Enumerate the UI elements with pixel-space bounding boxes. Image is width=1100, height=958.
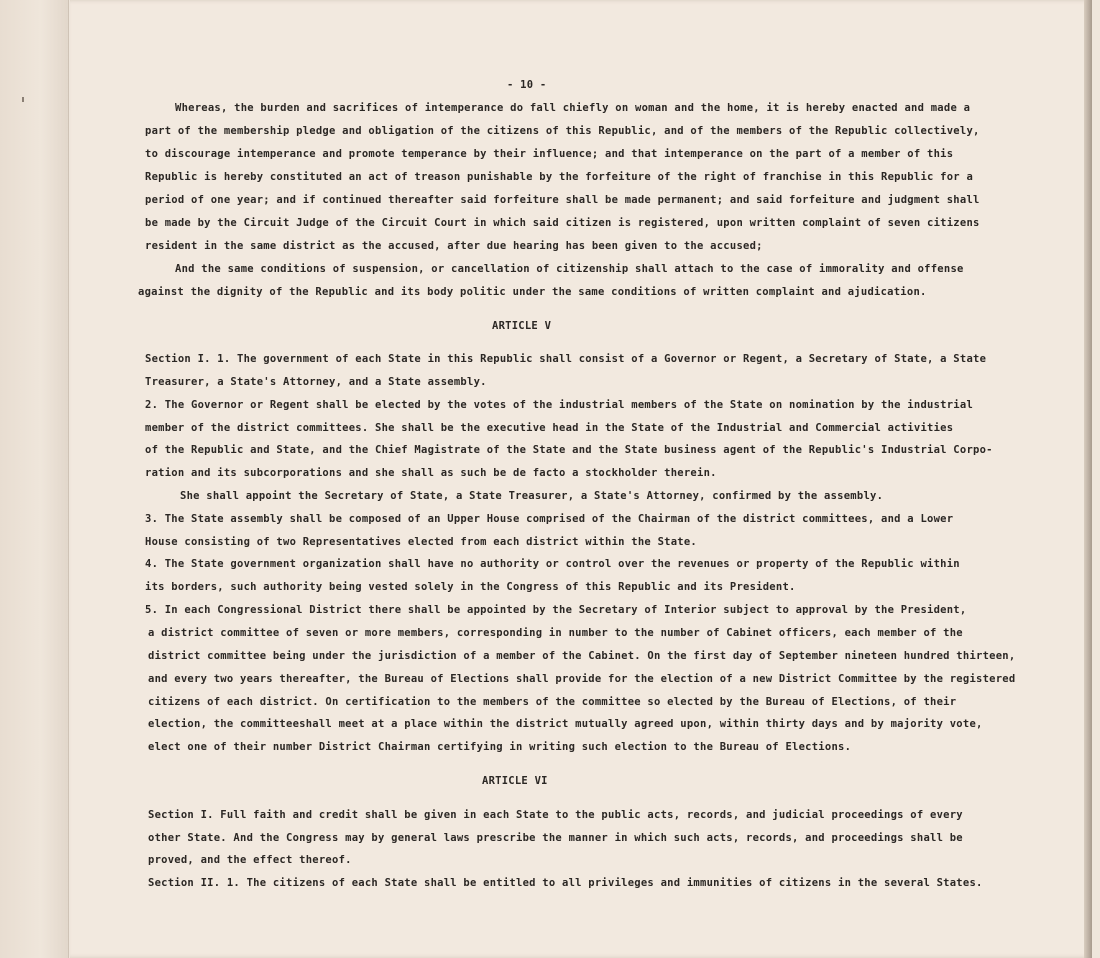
text-line: 2. The Governor or Regent shall be elected by the votes of the industrial members of the State on nomination by the industrial <box>145 399 974 411</box>
text-line: citizens of each district. On certification to the members of the committee so elected by the Bureau of Elections, of their <box>148 696 957 708</box>
text-line: Republic is hereby constituted an act of treason punishable by the forfeiture of the right of franchise in this Republic for a <box>145 171 974 183</box>
article-vi-heading: ARTICLE VI <box>482 775 548 787</box>
text-line: be made by the Circuit Judge of the Circuit Court in which said citizen is registered, upon written complaint of seven citizens <box>145 217 980 229</box>
text-line: 3. The State assembly shall be composed of an Upper House comprised of the Chairman of the district committees, and a Lower <box>145 513 954 525</box>
text-line: election, the committeeshall meet at a place within the district mutually agreed upon, within thirty days and by majority vote, <box>148 718 983 730</box>
text-line: proved, and the effect thereof. <box>148 854 352 866</box>
text-line: to discourage intemperance and promote temperance by their influence; and that intemperance on the part of a member of this <box>145 148 954 160</box>
binding-mark <box>22 97 24 102</box>
text-line: and every two years thereafter, the Bureau of Elections shall provide for the election of a new District Committee by the registered <box>148 673 1016 685</box>
article-v-heading: ARTICLE V <box>492 320 552 332</box>
text-line: elect one of their number District Chairman certifying in writing such election to the Bureau of Elections. <box>148 741 852 753</box>
text-line: 4. The State government organization shall have no authority or control over the revenues or property of the Republic within <box>145 558 960 570</box>
page-number: - 10 - <box>507 79 547 91</box>
page-edge <box>1084 0 1092 958</box>
text-line: Section I. 1. The government of each State in this Republic shall consist of a Governor or Regent, a Secretary of State, a State <box>145 353 987 365</box>
text-line: House consisting of two Representatives elected from each district within the State. <box>145 536 698 548</box>
text-line: 5. In each Congressional District there shall be appointed by the Secretary of Interior subject to approval by the President, <box>145 604 967 616</box>
text-line: And the same conditions of suspension, or cancellation of citizenship shall attach to the case of immorality and offense <box>175 263 964 275</box>
text-line: against the dignity of the Republic and its body politic under the same conditions of written complaint and ajudication. <box>138 286 927 298</box>
text-line: Section I. Full faith and credit shall be given in each State to the public acts, records, and judicial proceedings of every <box>148 809 963 821</box>
text-line: its borders, such authority being vested solely in the Congress of this Republic and its President. <box>145 581 796 593</box>
text-line: Section II. 1. The citizens of each State shall be entitled to all privileges and immunities of citizens in the several States. <box>148 877 983 889</box>
text-line: a district committee of seven or more members, corresponding in number to the number of Cabinet officers, each member of the <box>148 627 963 639</box>
text-line: resident in the same district as the accused, after due hearing has been given to the accused; <box>145 240 763 252</box>
text-line: part of the membership pledge and obligation of the citizens of this Republic, and of the members of the Republic collectively, <box>145 125 980 137</box>
text-line: member of the district committees. She shall be the executive head in the State of the Industrial and Commercial activities <box>145 422 954 434</box>
text-line: district committee being under the jurisdiction of a member of the Cabinet. On the first day of September nineteen hundred thirteen, <box>148 650 1016 662</box>
text-line: Treasurer, a State's Attorney, and a State assembly. <box>145 376 487 388</box>
binding-strip <box>0 0 69 958</box>
text-line: She shall appoint the Secretary of State, a State Treasurer, a State's Attorney, confirmed by the assembly. <box>180 490 884 502</box>
text-line: Whereas, the burden and sacrifices of intemperance do fall chiefly on woman and the home, it is hereby enacted and made a <box>175 102 971 114</box>
text-line: of the Republic and State, and the Chief Magistrate of the State and the State business agent of the Republic's Industrial Corpo- <box>145 444 993 456</box>
text-line: ration and its subcorporations and she shall as such be de facto a stockholder therein. <box>145 467 717 479</box>
text-line: other State. And the Congress may by general laws prescribe the manner in which such acts, records, and proceedings shall be <box>148 832 963 844</box>
text-line: period of one year; and if continued thereafter said forfeiture shall be made permanent; and said forfeiture and judgment shall <box>145 194 980 206</box>
